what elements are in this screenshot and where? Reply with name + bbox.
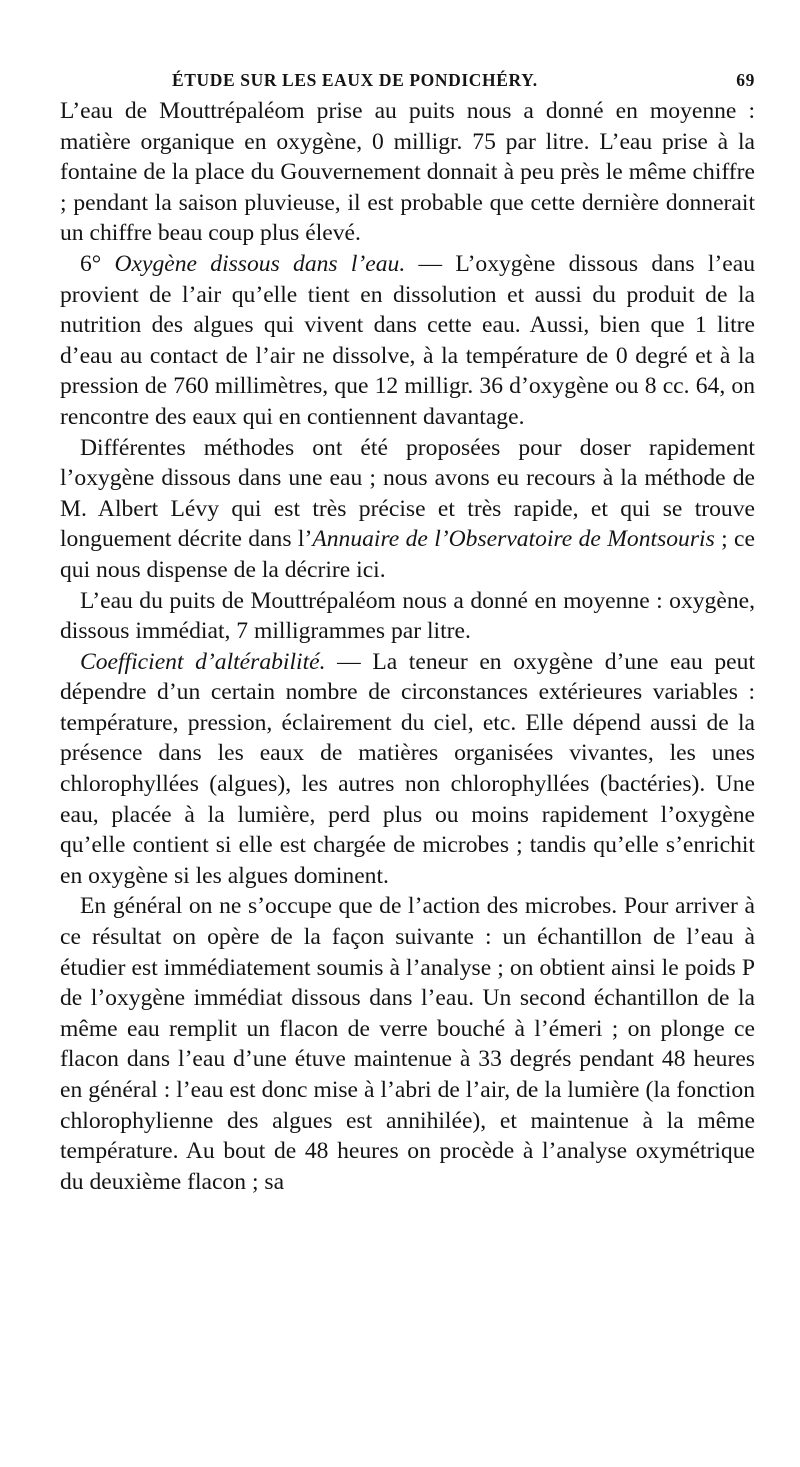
section-number: 6° (80, 250, 102, 277)
paragraph-text: L’eau de Mouttrépaléom prise au puits nous a donné en moyenne : matière organique en oxygène, 0 milligr. 75 par litre. L’eau prise à la fontaine de la place du Gouvernement donnait à peu près le même chiffre ; pendant la saison pluvieuse, il est probable que cette dernière donnerait un chiffre beau coup plus élevé. (60, 98, 755, 247)
paragraph-text: En général on ne s’occupe que de l’action des microbes. Pour arriver à ce résultat on opère de la façon suivante : un échantillon de l’eau à étudier est immédiatement soumis à l’analyse ; on obtient ainsi le poids P de l’oxygène immédiat dissous dans l’eau. Un second échantillon de la même eau remplit un flacon de verre bouché à l’émeri ; on plonge ce flacon dans l’eau d’une étuve maintenue à 33 degrés pendant 48 heures en général : l’eau est donc mise à l’abri de l’air, de la lumière (la fonction chlorophylienne des algues est annihilée), et maintenue à la même température. Au bout de 48 heures on procède à l’analyse oxymétrique du deuxième flacon ; sa (60, 893, 755, 1195)
paragraph-text: ; ce qui nous dispense de la décrire ici. (60, 526, 755, 583)
running-head (60, 60, 755, 96)
paragraph-text: Différentes méthodes ont été proposées pour doser rapidement l’oxygène dissous dans une eau ; nous avons eu recours à la méthode de M. Albert Lévy qui est très précise et très rapide, et qui se trouve longuement décrite dans l’ (60, 434, 755, 553)
paragraph-well-result (60, 586, 755, 647)
paragraph-methods (60, 433, 755, 586)
paragraph-dissolved-oxygen (60, 249, 755, 433)
paragraph-text: — La teneur en oxygène d’une eau peut dépendre d’un certain nombre de circonstances extérieures variables : température, pression, éclairement du ciel, etc. Elle dépend aussi de la présence dans les eaux de matières organisées vivantes, les unes chlorophyllées (algues), les autres non chlorophyllées (bactéries). Une eau, placée à la lumière, perd plus ou moins rapidement l’oxygène qu’elle contient si elle est chargée de microbes ; tandis qu’elle s’enrichit en oxygène si les algues dominent. (60, 648, 755, 889)
body-text (60, 96, 755, 1197)
paragraph-alterability-coefficient (60, 647, 755, 892)
paragraph-procedure (60, 891, 755, 1197)
section-heading-alterability: Coefficient d’altérabilité. (80, 648, 326, 675)
book-page (60, 60, 755, 1197)
cited-work-title: Annuaire de l’Observatoire de Montsouris (312, 526, 715, 553)
section-heading-dissolved-oxygen: Oxygène dissous dans l’eau. (114, 250, 406, 277)
paragraph-text: L’eau du puits de Mouttrépaléom nous a donné en moyenne : oxygène, dissous immédiat, 7 milligrammes par litre. (60, 587, 755, 645)
running-head-title: ÉTUDE SUR LES EAUX DE PONDICHÉRY. (172, 70, 538, 90)
paragraph-mouttrepaleom-organic-matter (60, 96, 755, 249)
page-number: 69 (736, 70, 755, 90)
paragraph-text: — L’oxygène dissous dans l’eau provient de l’air qu’elle tient en dissolution et aussi du produit de la nutrition des algues qui vivent dans cette eau. Aussi, bien que 1 litre d’eau au contact de l’air ne dissolve, à la température de 0 degré et à la pression de 760 millimètres, que 12 milligr. 36 d’oxygène ou 8 cc. 64, on rencontre des eaux qui en contiennent davantage. (60, 250, 755, 430)
